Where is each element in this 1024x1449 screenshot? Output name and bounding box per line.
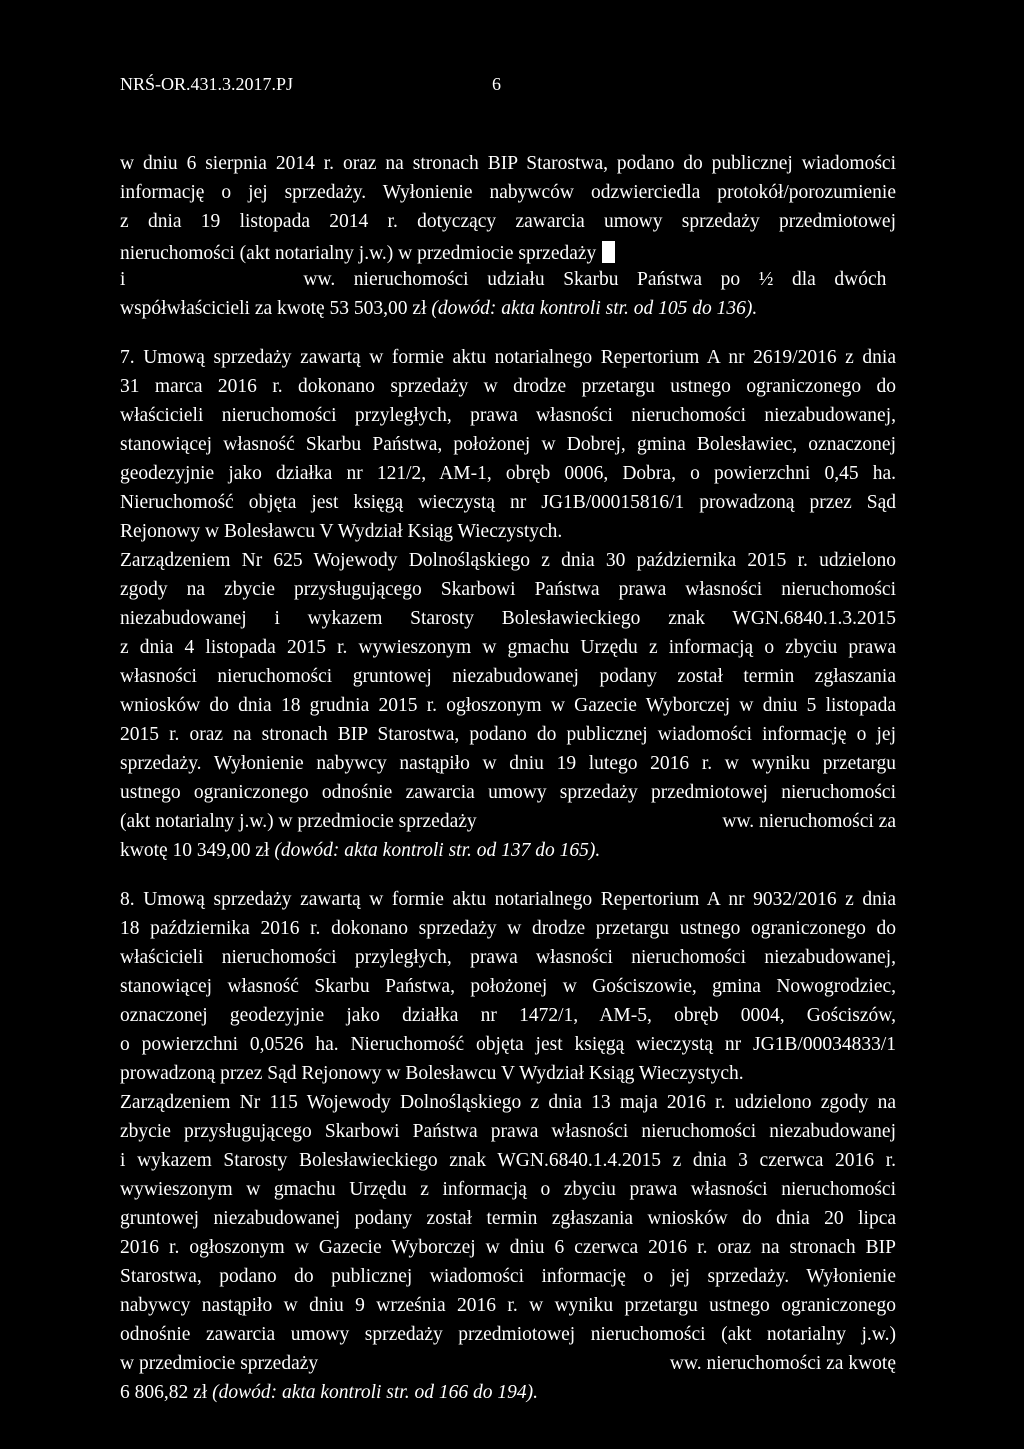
text-line: prowadzoną przez Sąd Rejonowy w Bolesławcu V Wydział Ksiąg Wieczystych. bbox=[120, 1063, 744, 1084]
text-line: oznaczonej geodezyjnie jako działka nr 1472/1, AM-5, obręb 0004, Gościszów, bbox=[120, 1005, 896, 1026]
text-line: ustnego ograniczonego odnośnie zawarcia umowy sprzedaży przedmiotowej nieruchomości bbox=[120, 782, 896, 803]
text-fragment: nieruchomości (akt notarialny j.w.) w przedmiocie sprzedaży bbox=[120, 243, 597, 264]
text-line bbox=[120, 270, 896, 290]
text-line: niezabudowanej i wykazem Starosty Bolesławieckiego znak WGN.6840.1.3.2015 bbox=[120, 608, 896, 629]
text-line: sprzedaży. Wyłonienie nabywcy nastąpiło w dniu 19 lutego 2016 r. w wyniku przetargu bbox=[120, 753, 896, 774]
text-fragment: kwotę 10 349,00 zł bbox=[120, 840, 270, 861]
evidence-reference: (dowód: akta kontroli str. od 166 do 194). bbox=[212, 1382, 538, 1403]
text-line: informację o jej sprzedaży. Wyłonienie nabywców odzwierciedla protokół/porozumienie bbox=[120, 182, 896, 203]
page-header bbox=[120, 74, 520, 98]
text-line: własności nieruchomości gruntowej niezabudowanej podany został termin zgłaszania bbox=[120, 666, 896, 687]
text-line: Rejonowy w Bolesławcu V Wydział Ksiąg Wieczystych. bbox=[120, 521, 563, 542]
text-line: wniosków do dnia 18 grudnia 2015 r. ogłoszonym w Gazecie Wyborczej w dniu 5 listopada bbox=[120, 695, 896, 716]
page-number: 6 bbox=[492, 74, 501, 94]
text-line bbox=[120, 1354, 896, 1374]
text-line: Zarządzeniem Nr 625 Wojewody Dolnośląskiego z dnia 30 października 2015 r. udzielono bbox=[120, 550, 896, 571]
redaction-block bbox=[602, 241, 615, 263]
text-line bbox=[120, 299, 896, 319]
text-line: stanowiącej własność Skarbu Państwa, położonej w Gościszowie, gmina Nowogrodziec, bbox=[120, 976, 896, 997]
text-fragment: ww. nieruchomości za bbox=[722, 811, 896, 832]
text-line: i wykazem Starosty Bolesławieckiego znak WGN.6840.1.4.2015 z dnia 3 czerwca 2016 r. bbox=[120, 1150, 896, 1171]
text-fragment: 6 806,82 zł bbox=[120, 1382, 208, 1403]
text-line bbox=[120, 841, 896, 861]
text-line: zbycie przysługującego Skarbowi Państwa prawa własności nieruchomości niezabudowanej bbox=[120, 1121, 896, 1142]
text-fragment: (akt notarialny j.w.) w przedmiocie sprzedaży bbox=[120, 811, 477, 832]
text-line: właścicieli nieruchomości przyległych, prawa własności nieruchomości niezabudowanej, bbox=[120, 947, 896, 968]
text-fragment: i bbox=[120, 269, 126, 290]
text-line: z dnia 4 listopada 2015 r. wywieszonym w gmachu Urzędu z informacją o zbyciu prawa bbox=[120, 637, 896, 658]
text-line: Starostwa, podano do publicznej wiadomości informację o jej sprzedaży. Wyłonienie bbox=[120, 1266, 896, 1287]
text-fragment: współwłaścicieli za kwotę 53 503,00 zł bbox=[120, 298, 427, 319]
text-fragment: w przedmiocie sprzedaży bbox=[120, 1353, 319, 1374]
text-line: Nieruchomość objęta jest księgą wieczystą nr JG1B/00015816/1 prowadzoną przez Sąd bbox=[120, 492, 896, 513]
text-line: zgody na zbycie przysługującego Skarbowi Państwa prawa własności nieruchomości bbox=[120, 579, 896, 600]
text-line bbox=[120, 241, 896, 264]
text-line: z dnia 19 listopada 2014 r. dotyczący zawarcia umowy sprzedaży przedmiotowej bbox=[120, 211, 896, 232]
text-fragment: ww. nieruchomości za kwotę bbox=[669, 1353, 896, 1374]
text-line bbox=[120, 812, 896, 832]
text-line: 31 marca 2016 r. dokonano sprzedaży w drodze przetargu ustnego ograniczonego do bbox=[120, 376, 896, 397]
text-line: 2016 r. ogłoszonym w Gazecie Wyborczej w dniu 6 czerwca 2016 r. oraz na stronach BIP bbox=[120, 1237, 896, 1258]
text-line: właścicieli nieruchomości przyległych, prawa własności nieruchomości niezabudowanej, bbox=[120, 405, 896, 426]
text-line: 18 października 2016 r. dokonano sprzedaży w drodze przetargu ustnego ograniczonego do bbox=[120, 918, 896, 939]
text-line: w dniu 6 sierpnia 2014 r. oraz na stronach BIP Starostwa, podano do publicznej wiadomości bbox=[120, 153, 896, 174]
text-line: 2015 r. oraz na stronach BIP Starostwa, podano do publicznej wiadomości informację o jej bbox=[120, 724, 896, 745]
document-reference: NRŚ-OR.431.3.2017.PJ bbox=[120, 74, 294, 94]
text-line: Zarządzeniem Nr 115 Wojewody Dolnośląskiego z dnia 13 maja 2016 r. udzielono zgody na bbox=[120, 1092, 896, 1113]
text-line: geodezyjnie jako działka nr 121/2, AM-1, obręb 0006, Dobra, o powierzchni 0,45 ha. bbox=[120, 463, 896, 484]
text-line: o powierzchni 0,0526 ha. Nieruchomość objęta jest księgą wieczystą nr JG1B/00034833/1 bbox=[120, 1034, 896, 1055]
text-line: odnośnie zawarcia umowy sprzedaży przedmiotowej nieruchomości (akt notarialny j.w.) bbox=[120, 1324, 896, 1345]
text-line: nabywcy nastąpiło w dniu 9 września 2016 r. w wyniku przetargu ustnego ograniczonego bbox=[120, 1295, 896, 1316]
text-line bbox=[120, 1383, 896, 1403]
evidence-reference: (dowód: akta kontroli str. od 137 do 165). bbox=[274, 840, 601, 861]
text-line: stanowiącej własność Skarbu Państwa, położonej w Dobrej, gmina Bolesławiec, oznaczonej bbox=[120, 434, 896, 455]
evidence-reference: (dowód: akta kontroli str. od 105 do 136). bbox=[431, 298, 758, 319]
text-line: gruntowej niezabudowanej podany został termin zgłaszania wniosków do dnia 20 lipca bbox=[120, 1208, 896, 1229]
text-line: 7. Umową sprzedaży zawartą w formie aktu notarialnego Repertorium A nr 2619/2016 z dnia bbox=[120, 347, 896, 368]
text-line: 8. Umową sprzedaży zawartą w formie aktu notarialnego Repertorium A nr 9032/2016 z dnia bbox=[120, 889, 896, 910]
text-line: wywieszonym w gmachu Urzędu z informacją o zbyciu prawa własności nieruchomości bbox=[120, 1179, 896, 1200]
text-fragment: ww. nieruchomości udziału Skarbu Państwa po ½ dla dwóch bbox=[303, 269, 887, 290]
